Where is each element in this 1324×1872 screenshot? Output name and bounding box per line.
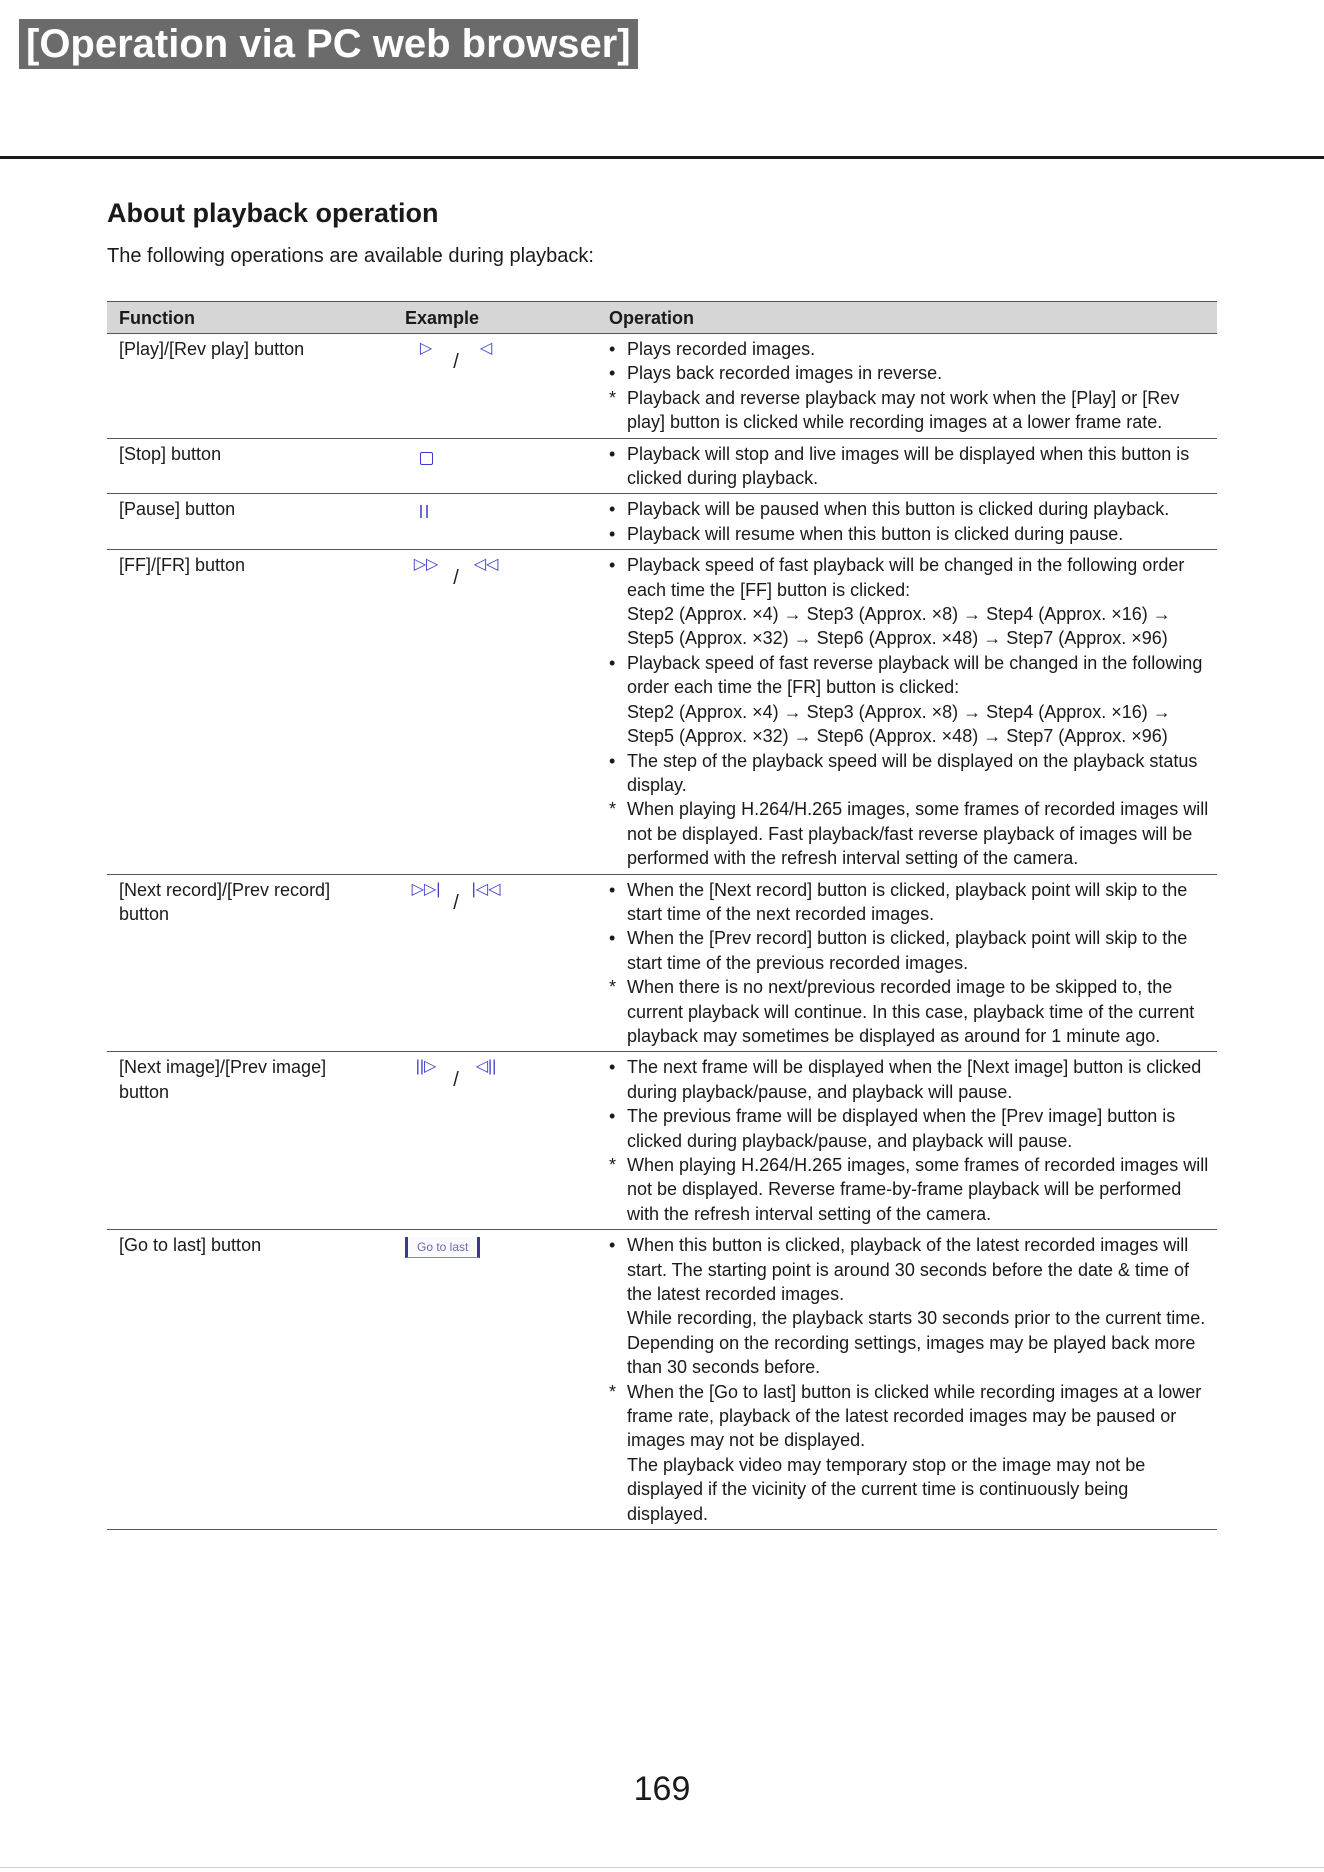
- list-item: [609, 651, 1209, 749]
- example-cell: [393, 550, 597, 874]
- operation-text: When the [Next record] button is clicked, playback point will skip to the start time of the next recorded images.: [627, 879, 1188, 924]
- play-icon[interactable]: ▷: [419, 340, 433, 357]
- list-item: [609, 442, 1209, 491]
- speed-steps-text: Step2 (Approx. ×4) → Step3 (Approx. ×8) → Step4 (Approx. ×16) → Step5 (Approx. ×32) → Step6 (Approx. ×48) → Step7 (Approx. ×96): [627, 604, 1171, 649]
- function-label: [FF]/[FR] button: [119, 555, 246, 576]
- prev-record-icon[interactable]: |◁◁: [471, 880, 501, 898]
- bullet-mark: •: [609, 879, 616, 900]
- function-label: [Stop] button: [119, 443, 222, 464]
- operation-cell: [597, 550, 1217, 874]
- table-body: [107, 334, 1217, 1530]
- function-label: [Pause] button: [119, 499, 236, 520]
- bullet-mark: •: [609, 1057, 616, 1078]
- fast-forward-icon[interactable]: ▷▷: [413, 556, 439, 574]
- go-to-last-button[interactable]: Go to last: [405, 1237, 480, 1258]
- list-item: [609, 975, 1209, 1048]
- note-mark: *: [609, 387, 617, 408]
- function-label: button: [119, 1081, 170, 1102]
- fast-rewind-icon[interactable]: ◁◁: [473, 556, 499, 574]
- list-item: [609, 1380, 1209, 1526]
- list-item: [609, 522, 1209, 546]
- operation-text: When playing H.264/H.265 images, some frames of recorded images will not be displayed. Fast playback/fast reverse playback of images will be performed with the refresh interval setting of the camera.: [627, 799, 1209, 869]
- operation-list: [609, 337, 1209, 435]
- bullet-mark: •: [609, 928, 616, 949]
- table-row: [107, 334, 1217, 439]
- header-function: Function: [107, 302, 393, 334]
- bullet-mark: •: [609, 363, 616, 384]
- table-row: [107, 874, 1217, 1052]
- function-label: [Play]/[Rev play] button: [119, 339, 305, 359]
- table-row: [107, 1230, 1217, 1530]
- bullet-mark: •: [609, 750, 616, 771]
- bullet-mark: •: [609, 555, 616, 576]
- operation-text: Playback will stop and live images will be displayed when this button is clicked during playback.: [627, 443, 1190, 489]
- stop-icon[interactable]: [420, 452, 433, 465]
- prev-image-icon[interactable]: ◁||: [475, 1058, 497, 1076]
- list-item: [609, 553, 1209, 651]
- operation-text: The next frame will be displayed when the [Next image] button is clicked during playback/pause, and playback will pause.: [627, 1057, 1202, 1102]
- operation-list: [609, 1233, 1209, 1526]
- operation-text: When the [Prev record] button is clicked, playback point will skip to the start time of the previous recorded images.: [627, 928, 1188, 973]
- list-item: [609, 749, 1209, 798]
- list-item: [609, 926, 1209, 975]
- list-item: [609, 361, 1209, 385]
- function-cell: [107, 494, 393, 550]
- table-row: [107, 550, 1217, 874]
- icon-separator: /: [453, 1069, 459, 1092]
- rev-play-icon[interactable]: ◁: [479, 340, 493, 357]
- bullet-mark: •: [609, 339, 616, 359]
- operation-cell: [597, 494, 1217, 550]
- function-cell: [107, 334, 393, 439]
- operation-list: [609, 1055, 1209, 1226]
- operation-list: [609, 878, 1209, 1049]
- bullet-mark: •: [609, 499, 616, 520]
- operation-text: Playback speed of fast playback will be changed in the following order each time the [FF] button is clicked:: [627, 555, 1185, 600]
- operation-list: [609, 497, 1209, 546]
- example-cell: [393, 494, 597, 550]
- operation-text: The previous frame will be displayed when the [Prev image] button is clicked during playback/pause, and playback will pause.: [627, 1106, 1176, 1151]
- function-cell: [107, 874, 393, 1052]
- example-cell: [393, 1230, 597, 1530]
- operation-text: Playback and reverse playback may not work when the [Play] or [Rev play] button is clicked while recording images at a lower frame rate.: [627, 387, 1180, 433]
- table-row: [107, 1052, 1217, 1230]
- list-item: [609, 1233, 1209, 1379]
- list-item: [609, 1104, 1209, 1153]
- table-row: [107, 494, 1217, 550]
- section-intro: The following operations are available during playback:: [107, 245, 594, 267]
- operation-text: Plays back recorded images in reverse.: [627, 363, 943, 384]
- example-cell: [393, 334, 597, 439]
- next-record-icon[interactable]: ▷▷|: [411, 880, 441, 898]
- function-cell: [107, 438, 393, 494]
- list-item: [609, 878, 1209, 927]
- list-item: [609, 797, 1209, 870]
- page-number: 169: [633, 1770, 691, 1808]
- list-item: [609, 1055, 1209, 1104]
- chapter-header: [19, 19, 638, 69]
- operation-list: [609, 442, 1209, 491]
- operation-text: Playback will resume when this button is clicked during pause.: [627, 523, 1124, 544]
- operation-cell: [597, 334, 1217, 439]
- header-operation: Operation: [597, 302, 1217, 334]
- next-image-icon[interactable]: ||▷: [415, 1058, 437, 1076]
- bottom-rule: [0, 1867, 1324, 1868]
- table-row: [107, 438, 1217, 494]
- function-label: [Next image]/[Prev image]: [119, 1057, 327, 1078]
- example-cell: [393, 1052, 597, 1230]
- chapter-title: [Operation via PC web browser]: [26, 22, 631, 66]
- section-title: About playback operation: [107, 198, 439, 228]
- operation-text: Playback speed of fast reverse playback will be changed in the following order each time the [FR] button is clicked:: [627, 652, 1203, 698]
- list-item: [609, 1153, 1209, 1226]
- operations-table-wrapper: [107, 301, 1217, 1530]
- operation-text: When this button is clicked, playback of the latest recorded images will start. The starting point is around 30 seconds before the date & time of the latest recorded images.: [627, 1235, 1189, 1305]
- list-item: [609, 497, 1209, 521]
- operation-cell: [597, 1230, 1217, 1530]
- operation-text: When the [Go to last] button is clicked while recording images at a lower frame rate, playback of the latest recorded images may be paused or images may not be displayed.: [627, 1381, 1202, 1451]
- function-cell: [107, 550, 393, 874]
- function-label: [Next record]/[Prev record]: [119, 879, 331, 900]
- operation-cell: [597, 438, 1217, 494]
- operation-text: The playback video may temporary stop or the image may not be displayed if the vicinity of the current time is continuously being displayed.: [627, 1454, 1146, 1524]
- operation-text: When there is no next/previous recorded image to be skipped to, the current playback will continue. In this case, playback time of the current playback may sometimes be displayed as around for 1 minute ago.: [627, 977, 1195, 1046]
- example-cell: [393, 438, 597, 494]
- function-cell: [107, 1052, 393, 1230]
- header-rule: [0, 156, 1324, 159]
- operations-table: [107, 301, 1217, 1530]
- operation-text: While recording, the playback starts 30 seconds prior to the current time. Depending on the recording settings, images may be played back more than 30 seconds before.: [627, 1308, 1206, 1378]
- operation-cell: [597, 1052, 1217, 1230]
- function-label: button: [119, 903, 170, 924]
- bullet-mark: •: [609, 652, 616, 673]
- operation-cell: [597, 874, 1217, 1052]
- bullet-mark: •: [609, 1106, 616, 1127]
- header-example: Example: [393, 302, 597, 334]
- operation-list: [609, 553, 1209, 870]
- list-item: [609, 337, 1209, 361]
- list-item: [609, 386, 1209, 435]
- icon-separator: /: [453, 567, 459, 590]
- note-mark: *: [609, 1155, 617, 1175]
- operation-text: Plays recorded images.: [627, 339, 816, 359]
- example-cell: [393, 874, 597, 1052]
- operation-text: Playback will be paused when this button is clicked during playback.: [627, 499, 1170, 520]
- bullet-mark: •: [609, 1235, 616, 1256]
- table-header: [107, 302, 1217, 334]
- table-header-row: [107, 302, 1217, 334]
- function-cell: [107, 1230, 393, 1530]
- note-mark: *: [609, 977, 617, 998]
- note-mark: *: [609, 799, 617, 820]
- bullet-mark: •: [609, 523, 616, 544]
- speed-steps-text: Step2 (Approx. ×4) → Step3 (Approx. ×8) → Step4 (Approx. ×16) → Step5 (Approx. ×32) → Step6 (Approx. ×48) → Step7 (Approx. ×96): [627, 701, 1171, 747]
- icon-separator: /: [453, 351, 459, 373]
- icon-separator: /: [453, 891, 459, 914]
- function-label: [Go to last] button: [119, 1235, 262, 1256]
- pause-icon[interactable]: [420, 505, 428, 518]
- operation-text: The step of the playback speed will be displayed on the playback status display.: [627, 750, 1198, 795]
- note-mark: *: [609, 1381, 617, 1402]
- operation-text: When playing H.264/H.265 images, some frames of recorded images will not be displayed. Reverse frame-by-frame playback will be performed with the refresh interval setting of the camera.: [627, 1155, 1209, 1224]
- bullet-mark: •: [609, 443, 616, 464]
